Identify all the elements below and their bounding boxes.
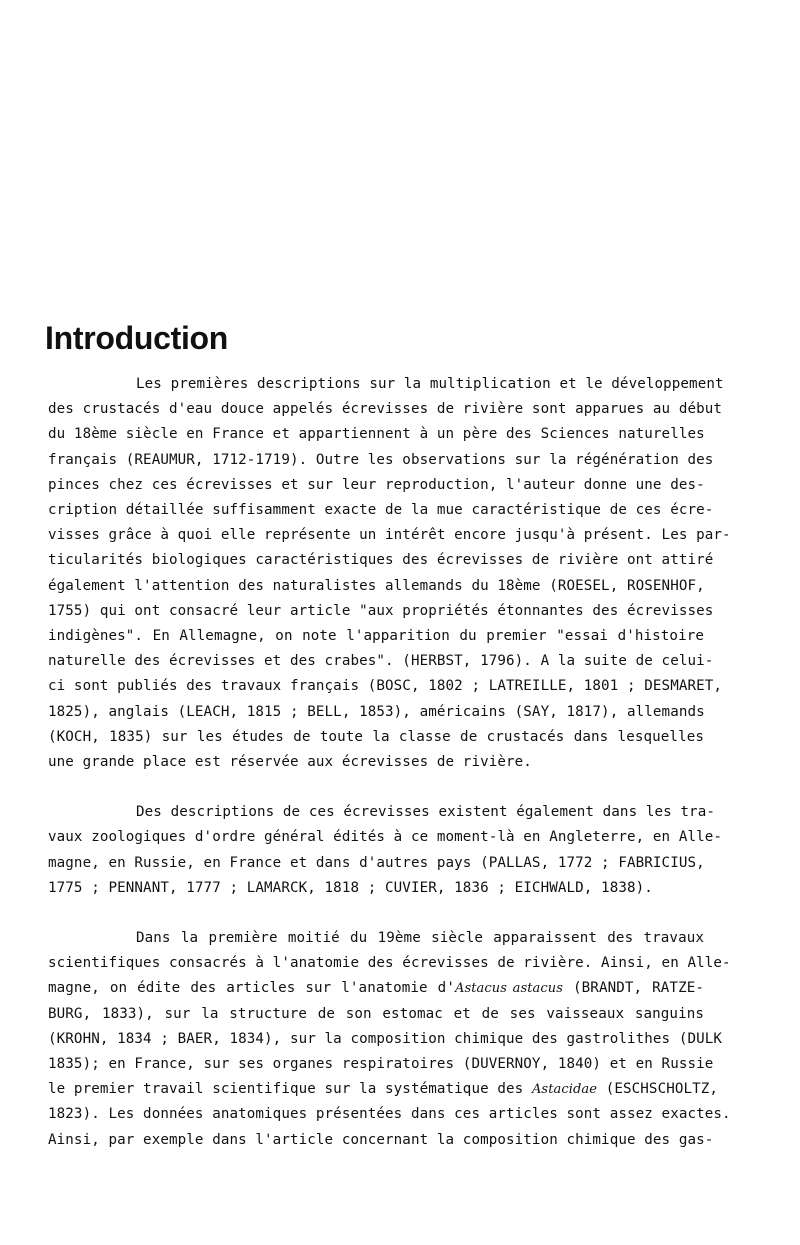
text-line: 1823). Les données anatomiques présentées dans ces articles sont assez exactes. <box>48 1106 731 1123</box>
text-line: 1825), anglais (LEACH, 1815 ; BELL, 1853), américains (SAY, 1817), allemands <box>48 703 705 720</box>
text-line: scientifiques consacrés à l'anatomie des écrevisses de rivière. Ainsi, en Alle- <box>48 955 731 972</box>
text-segment: le premier travail scientifique sur la systématique des <box>48 1081 532 1098</box>
text-line: naturelle des écrevisses et des crabes". (HERBST, 1796). A la suite de celui- <box>48 653 714 670</box>
text-segment: magne, on édite des articles sur l'anatomie d' <box>48 980 455 997</box>
taxon-name: Astacus astacus <box>454 981 564 997</box>
text-line: BURG, 1833), sur la structure de son estomac et de ses vaisseaux sanguins <box>48 1005 704 1022</box>
text-line: visses grâce à quoi elle représente un intérêt encore jusqu'à présent. Les par- <box>48 527 731 544</box>
text-line: des crustacés d'eau douce appelés écrevisses de rivière sont apparues au début <box>48 401 723 418</box>
text-line: Ainsi, par exemple dans l'article concernant la composition chimique des gas- <box>48 1131 714 1148</box>
text-line: Les premières descriptions sur la multiplication et le développement <box>136 376 724 392</box>
text-line: magne, en Russie, en France et dans d'autres pays (PALLAS, 1772 ; FABRICIUS, <box>48 854 705 871</box>
page-title: Introduction <box>45 320 229 356</box>
text-line: une grande place est réservée aux écrevisses de rivière. <box>48 754 532 771</box>
text-line: Dans la première moitié du 19ème siècle apparaissent des travaux <box>136 930 704 947</box>
text-line: vaux zoologiques d'ordre général édités à ce moment-là en Angleterre, en Alle- <box>48 829 723 846</box>
text-line: ticularités biologiques caractéristiques des écrevisses de rivière ont attiré <box>48 552 714 569</box>
text-line-with-taxon <box>48 1077 719 1102</box>
paragraph-3 <box>48 926 731 1153</box>
text-line: pinces chez ces écrevisses et sur leur reproduction, l'auteur donne une des- <box>48 476 705 493</box>
text-line: (KOCH, 1835) sur les études de toute la classe de crustacés dans lesquelles <box>48 728 704 745</box>
text-line: 1755) qui ont consacré leur article "aux propriétés étonnantes des écrevisses <box>48 602 714 619</box>
body-text <box>48 372 731 1153</box>
text-segment: (BRANDT, RATZE- <box>563 980 704 997</box>
text-segment: (ESCHSCHOLTZ, <box>597 1081 719 1098</box>
text-line: ci sont publiés des travaux français (BOSC, 1802 ; LATREILLE, 1801 ; DESMARET, <box>48 678 723 695</box>
text-line-with-taxon <box>48 976 704 1001</box>
text-line: Des descriptions de ces écrevisses existent également dans les tra- <box>136 804 715 821</box>
text-line: indigènes". En Allemagne, on note l'apparition du premier "essai d'histoire <box>48 628 704 645</box>
text-line: également l'attention des naturalistes allemands du 18ème (ROESEL, ROSENHOF, <box>48 577 705 594</box>
taxon-name: Astacidae <box>531 1082 598 1098</box>
text-line: français (REAUMUR, 1712-1719). Outre les observations sur la régénération des <box>48 451 714 468</box>
paragraph-1 <box>48 372 731 775</box>
text-line: (KROHN, 1834 ; BAER, 1834), sur la composition chimique des gastrolithes (DULK <box>48 1030 723 1047</box>
text-line: 1775 ; PENNANT, 1777 ; LAMARCK, 1818 ; CUVIER, 1836 ; EICHWALD, 1838). <box>48 879 653 896</box>
text-line: du 18ème siècle en France et appartiennent à un père des Sciences naturelles <box>48 426 705 443</box>
text-line: 1835); en France, sur ses organes respiratoires (DUVERNOY, 1840) et en Russie <box>48 1056 714 1073</box>
paragraph-2 <box>48 800 723 901</box>
text-line: cription détaillée suffisamment exacte de la mue caractéristique de ces écre- <box>48 502 714 519</box>
